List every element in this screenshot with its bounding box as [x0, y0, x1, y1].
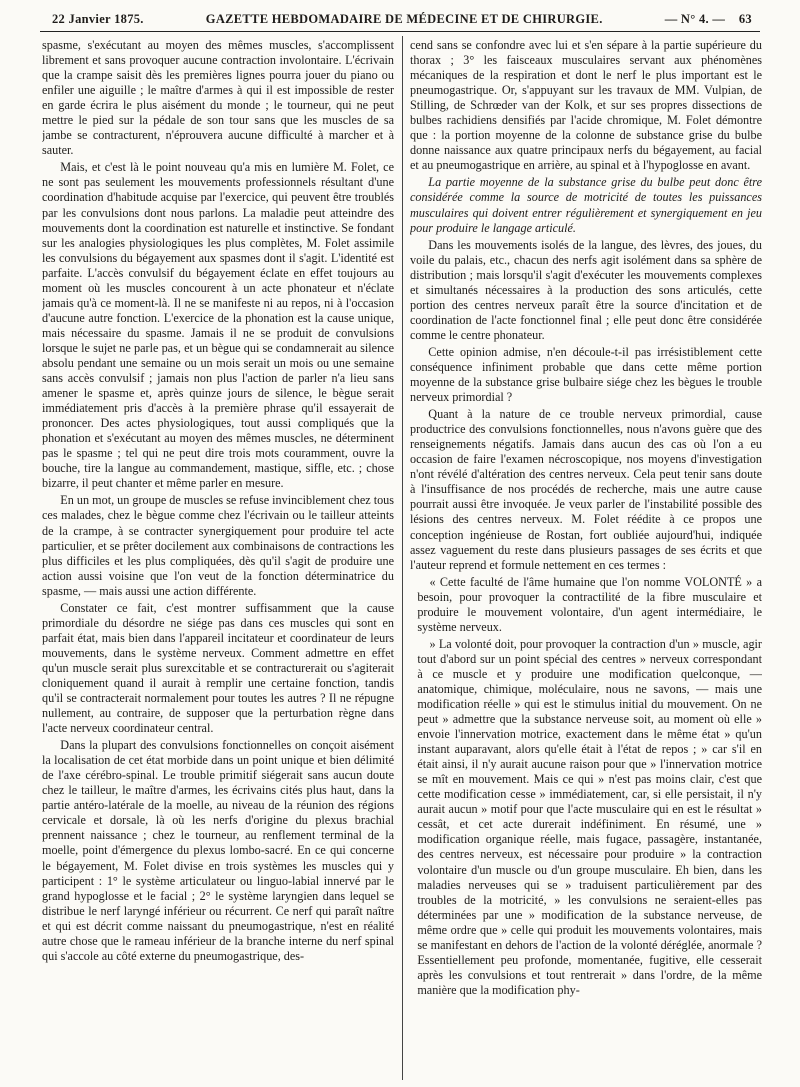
- journal-title: GAZETTE HEBDOMADAIRE DE MÉDECINE ET DE CHIRURGIE.: [205, 11, 603, 26]
- paragraph: Constater ce fait, c'est montrer suffisamment que la cause primordiale du désordre ne siége pas dans ces muscles qui sont en parfait état, mais bien dans l'appareil incitateur et coordinateur de leurs mouvements, dans le système nerveux. Comment admettre en effet qu'un muscle serait plus surexcitable et se contracturerait ou s'agiterait cloniquement quand il aurait à remplir une certaine fonction, tandis qu'il se contracterait normalement pour toutes les autres ? Il ne répugne nullement, au contraire, de supposer que la perturbation règne dans l'acte nerveux coordinateur central.: [42, 600, 394, 736]
- paragraph: Dans la plupart des convulsions fonctionnelles on conçoit aisément la localisation de cet état morbide dans un point unique et bien délimité de l'axe cérébro-spinal. Le trouble primitif siégerait sans aucun doute chez le tailleur, le maître d'armes, les écrivains cités plus haut, dans la partie antéro-latérale de la moelle, au niveau de la réunion des régions cervicale et dorsale, là où les nerfs d'origine du plexus brachial prennent naissance ; chez le tourneur, au renflement terminal de la moelle, point d'émergence du plexus lombo-sacré. En ce qui concerne le bégayement, M. Folet divise en trois systèmes les muscles qui y participent : 1° le système articulateur ou linguo-labial innervé par le grand hypoglosse et le facial ; 2° le système laryngien dans lequel se distribue le nerf laryngé inférieur ou récurrent. Ce nerf qui paraît naître et qui est décrit comme naissant du pneumogastrique, n'est en réalité autre chose que le rameau inférieur de la branche interne du nerf spinal qui s'accole au côté externe du pneumogastrique, des-: [42, 738, 394, 963]
- paragraph: Cette opinion admise, n'en découle-t-il pas irrésistiblement cette conséquence infiniment probable que dans cette même portion moyenne de la substance grise bulbaire siége chez les bègues le trouble nerveux primordial ?: [410, 344, 762, 405]
- quotation: » La volonté doit, pour provoquer la contraction d'un » muscle, agir tout d'abord sur un point spécial des centres » nerveux correspondant à ce muscle et y produire une modification quelconque, — anatomique, chimique, moléculaire, nous ne savons, — mais une modification réelle » qui est le stimulus initial du mouvement. On ne peut » admettre que la substance nerveuse soit, au moment où elle » envoie l'innervation motrice, exactement dans le même état » qu'un instant auparavant, alors qu'elle était à l'état de repos ; » car s'il en était ainsi, il n'y aurait aucune raison pour que » l'innervation motrice se mît en mouvement. Mais ce qui » n'est pas moins clair, c'est que cette modification cesse » immédiatement, car, si elle persistait, il n'y aurait aucun » motif pour que l'acte musculaire qui en est le résultat » cessât, et cet acte durerait indéfiniment. En résumé, une » modification organique réelle, mais fugace, passagère, instantanée, des centres nerveux, est nécessaire pour produire » la contraction volontaire d'un muscle ou d'un groupe musculaire. Eh bien, dans les maladies nerveuses qui se » traduisent particulièrement par des troubles de la motricité, » les convulsions ne seraient-elles pas déterminées par une » modification de la substance nerveuse, de même ordre que » celle qui produit les mouvements volontaires, mais se manifestant en dehors de l'action de la volonté déréglée, anormale ? Essentiellement peu profonde, momentanée, fugitive, elle cesserait après les convulsions et tout rentrerait » dans l'ordre, de la même manière que la modification phy-: [417, 636, 762, 997]
- column-divider: [402, 36, 403, 1080]
- paragraph: spasme, s'exécutant au moyen des mêmes muscles, s'accomplissent librement et sans provoquer aucune contraction involontaire. L'écrivain que la crampe saisit dès les premières lignes pourra jouer du piano ou enfiler une aiguille ; le maître d'armes à qui il est impossible de rester en garde écrira le plus aisément du monde ; le tourneur, qui ne peut mettre le pied sur la pédale de son tour sans que les muscles de sa jambe se contracturent, n'éprouvera aucune difficulté à marcher et à sauter.: [42, 38, 394, 158]
- paragraph: cend sans se confondre avec lui et s'en sépare à la partie supérieure du thorax ; 3° les faisceaux musculaires servant aux phénomènes mécaniques de la respiration et dont le nerf le plus important est le pneumogastrique. Or, s'appuyant sur les travaux de MM. Vulpian, de Stilling, de Schrœder van der Kolk, et sur ses propres dissections de bulbes rachidiens densifiés par l'acide chromique, M. Folet démontre que : la portion moyenne de la colonne de substance grise du bulbe donne naissance aux quatre principaux nerfs du bégayement, au facial et au pneumogastrique en arrière, au spinal et à l'hypoglosse en avant.: [410, 38, 762, 173]
- left-column: [42, 38, 394, 1080]
- paragraph: Mais, et c'est là le point nouveau qu'a mis en lumière M. Folet, ce ne sont pas seulement les mouvements professionnels résultant d'une coordination d'habitude acquise par l'exercice, qui peuvent être troublés par les convulsions dont nous parlons. La maladie peut atteindre des mouvements dont la coordination est naturelle et instinctive. Se fondant sur les analogies physiologiques les plus complètes, M. Folet assimile les convulsions du bégayement aux spasmes dont il s'agit. L'identité est parfaite. L'accès convulsif du bégayement éclate en effet toujours au moment où les muscles concourent à un acte phonateur et n'éclate jamais qu'à ce moment-là. Il ne se manifeste ni au repos, ni à l'occasion d'aucune autre fonction. L'exercice de la phonation est la cause unique, mais nécessaire du spasme. Jamais il ne se produit de convulsions lorsque le sujet ne parle pas, et un bègue qui se condamnerait au silence absolu pendant une semaine ou un mois serait un mois ou une semaine sans accès convulsif ; jamais non plus l'action de parler n'a lieu sans amener le spasme et, après quinze jours de silence, le bègue serait immédiatement pris d'accès à la première phrase qu'il essayerait de prononcer. Des actes physiologiques, tout aussi compliqués que la phonation et s'exécutant au moyen des mêmes muscles, ne déterminent pas le spasme ; tel qui ne peut dire trois mots couramment, ouvre la bouche, tire la langue au commandement, mastique, siffle, etc. ; chose bizarre, il peut chanter et même parler en mesure.: [42, 160, 394, 491]
- paragraph: Dans les mouvements isolés de la langue, des lèvres, des joues, du voile du palais, etc., chacun des nerfs agit isolément dans sa sphère de distribution ; mais lorsqu'il s'agit d'exécuter les mouvements complexes et simultanés nécessaires à la production des sons articulés, cette portion des centres nerveux paraît être la source d'incitation et de coordination de l'acte fonctionnel final ; elle peut donc être considérée comme le centre phonateur.: [410, 237, 762, 342]
- issue-number-and-page: [665, 12, 752, 27]
- issue-number: — N° 4. —: [664, 11, 726, 26]
- page-number: 63: [738, 11, 752, 26]
- header-rule: [40, 31, 760, 32]
- running-header: [52, 6, 752, 32]
- paragraph: Quant à la nature de ce trouble nerveux primordial, cause productrice des convulsions fonctionnelles, nous n'avons guère que des renseignements négatifs. Jamais dans aucun des cas où l'on a eu occasion de faire l'examen nécroscopique, nos moyens d'investigation n'ont révélé d'altération des centres nerveux. Cela peut tenir sans doute à l'insuffisance de nos procédés de recherche, mais une autre cause pourrait aussi être invoquée. Je veux parler de l'instabilité possible des lésions des centres nerveux. M. Folet réédite à ce propos une conception ingénieuse de Rostan, fort oubliée aujourd'hui, indiquée assez vaguement du reste dans plusieurs passages de ses écrits et que l'auteur reprend et formule nettement en ces termes :: [410, 407, 762, 572]
- quotation: « Cette faculté de l'âme humaine que l'on nomme VOLONTÉ » a besoin, pour provoquer la contractilité de la fibre musculaire et produire le mouvement volontaire, d'un agent intermédiaire, le système nerveux.: [417, 574, 762, 634]
- paragraph-emphasis: La partie moyenne de la substance grise du bulbe peut donc être considérée comme la source de motricité de toutes les puissances musculaires qui doivent entrer régulièrement et synergiquement en jeu pour produire le langage articulé.: [410, 175, 762, 235]
- right-column: [410, 38, 762, 1080]
- issue-date: 22 Janvier 1875.: [52, 11, 144, 26]
- paragraph: En un mot, un groupe de muscles se refuse invinciblement chez tous ces malades, chez le bègue comme chez l'écrivain ou le tailleur atteints de la crampe, à se contracter synergiquement pour produire tel acte particulier, et se prêter docilement aux combinaisons de contractions les plus difficiles et les plus compliquées, dès qu'il s'agit de produire une action aussi voisine que l'on veut de la fonction déterminatrice du spasme, — mais aussi une action différente.: [42, 493, 394, 598]
